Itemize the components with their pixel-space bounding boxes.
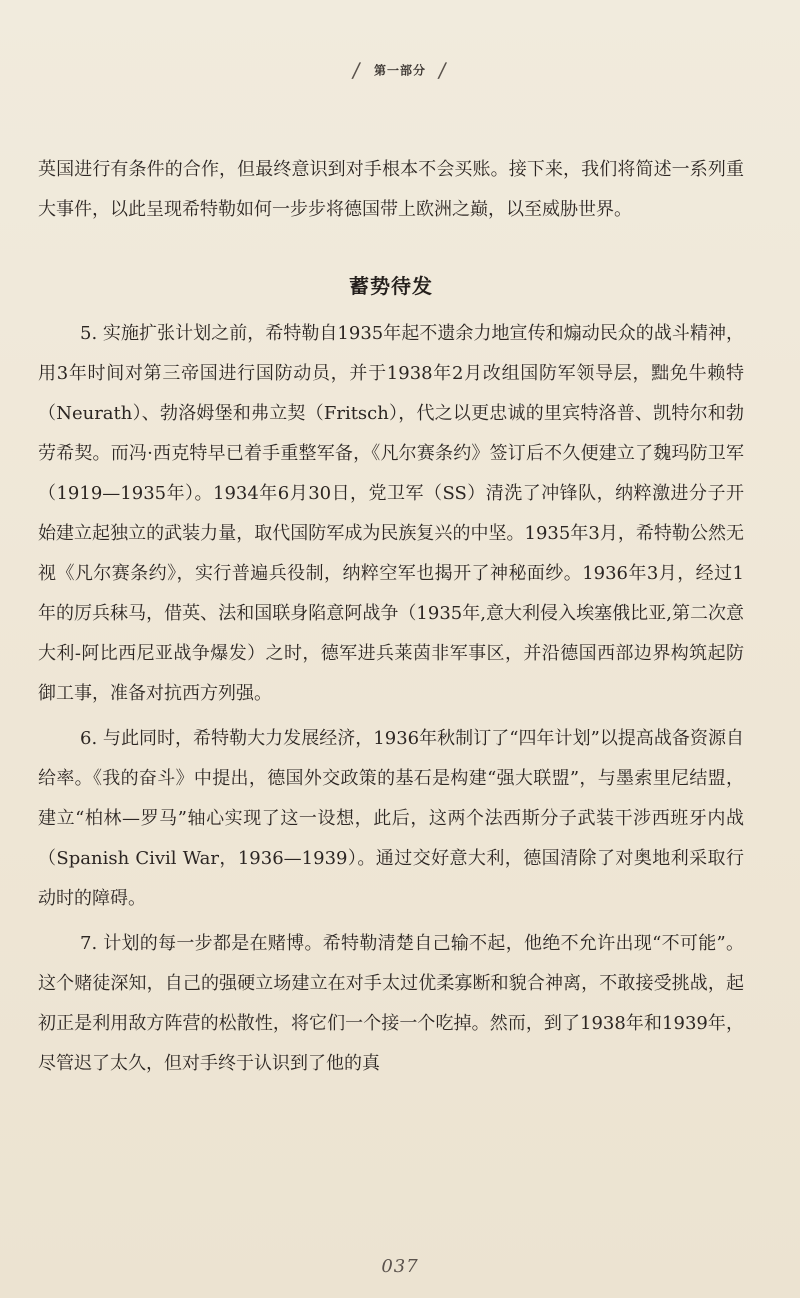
page-number: 037 (381, 1256, 419, 1277)
paragraph-7: 7. 计划的每一步都是在赌博。希特勒清楚自己输不起，他绝不允许出现“不可能”。这个赌徒深知，自己的强硬立场建立在对手太过优柔寡断和貌合神离，不敢接受挑战，起初正是利用敌方阵营的松散性，将它们一个接一个吃掉。然而，到了1938年和1939年，尽管迟了太久，但对手终于认识到了他的真 (38, 933, 744, 1074)
running-head (0, 58, 800, 82)
slash-left-ornament: / (350, 58, 363, 82)
section-heading: 蓄势待发 (349, 274, 433, 298)
body-text (38, 150, 744, 1084)
paragraph-6: 6. 与此同时，希特勒大力发展经济，1936年秋制订了“四年计划”以提高战备资源自给率。《我的奋斗》中提出，德国外交政策的基石是构建“强大联盟”，与墨索里尼结盟，建立“柏林—罗马”轴心实现了这一设想，此后，这两个法西斯分子武装干涉西班牙内战（Spanish Civil War，1936—1939）。通过交好意大利，德国清除了对奥地利采取行动时的障碍。 (38, 728, 744, 909)
opening-paragraph: 英国进行有条件的合作，但最终意识到对手根本不会买账。接下来，我们将简述一系列重大事件，以此呈现希特勒如何一步步将德国带上欧洲之巅，以至威胁世界。 (38, 159, 744, 220)
paragraph-5: 5. 实施扩张计划之前，希特勒自1935年起不遗余力地宣传和煽动民众的战斗精神，用3年时间对第三帝国进行国防动员，并于1938年2月改组国防军领导层，黜免牛赖特（Neurath）、勃洛姆堡和弗立契（Fritsch），代之以更忠诚的里宾特洛普、凯特尔和勃劳希契。而冯·西克特早已着手重整军备，《凡尔赛条约》签订后不久便建立了魏玛防卫军（1919—1935年）。1934年6月30日，党卫军（SS）清洗了冲锋队，纳粹激进分子开始建立起独立的武装力量，取代国防军成为民族复兴的中坚。1935年3月，希特勒公然无视《凡尔赛条约》，实行普遍兵役制，纳粹空军也揭开了神秘面纱。1936年3月，经过1年的厉兵秣马，借英、法和国联身陷意阿战争（1935年,意大利侵入埃塞俄比亚,第二次意大利-阿比西尼亚战争爆发）之时，德军进兵莱茵非军事区，并沿德国西部边界构筑起防御工事，准备对抗西方列强。 (38, 323, 744, 704)
slash-right-ornament: / (437, 58, 450, 82)
running-head-label: 第一部分 (373, 63, 426, 78)
